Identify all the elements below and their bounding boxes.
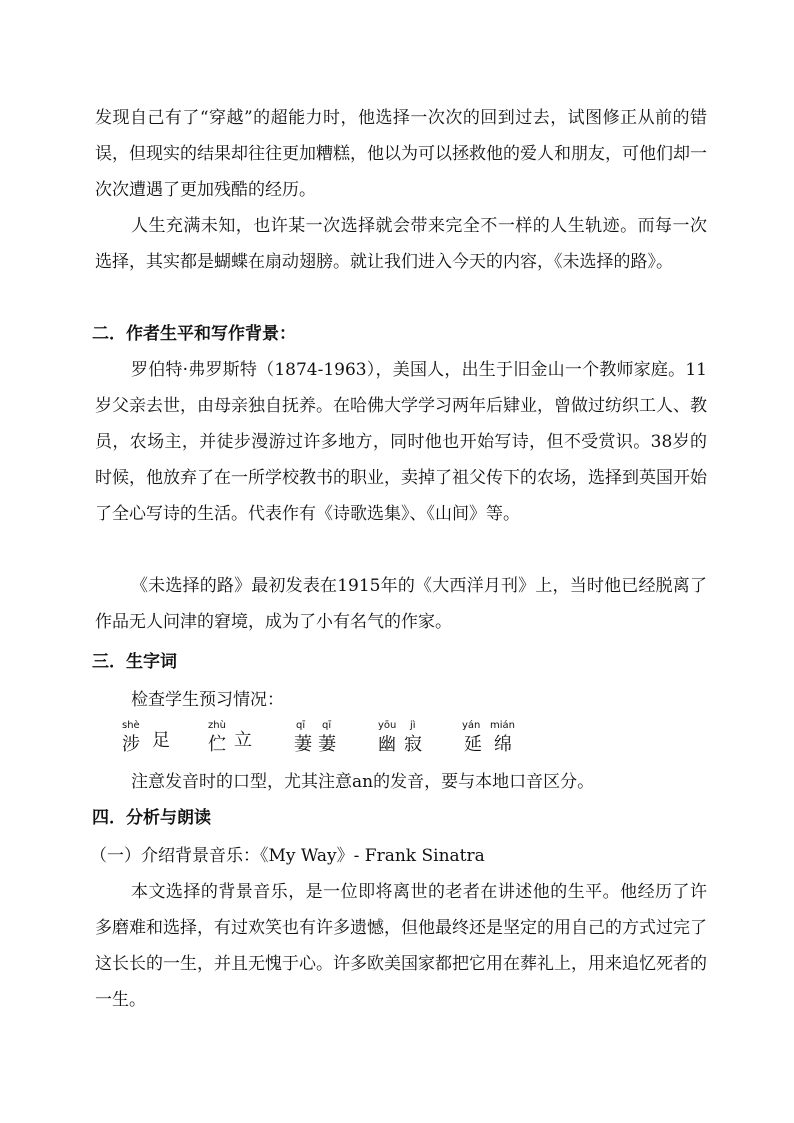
hanzi: 萋 <box>294 734 312 755</box>
section-heading-vocabulary: 三．生字词 <box>92 652 177 672</box>
hanzi: 足 <box>152 730 170 751</box>
pinyin: qī <box>322 720 332 731</box>
pinyin: mián <box>490 720 515 731</box>
pinyin: zhù <box>208 720 226 731</box>
hanzi: 立 <box>234 730 252 751</box>
hanzi: 寂 <box>404 734 422 755</box>
hanzi: 萋 <box>318 734 336 755</box>
hanzi: 绵 <box>494 734 512 755</box>
intro-paragraph-2: 人生充满未知，也许某一次选择就会带来完全不一样的人生轨迹。而每一次选择，其实都是蝴蝶在扇动翅膀。就让我们进入今天的内容，《未选择的路》。 <box>95 216 707 272</box>
pronunciation-note: 注意发音时的口型，尤其注意an的发音，要与本地口音区分。 <box>131 772 595 792</box>
pinyin: qī <box>296 720 306 731</box>
section-heading-author: 二．作者生平和写作背景： <box>92 324 296 344</box>
intro-paragraph-1: 发现自己有了“穿越”的超能力时，他选择一次次的回到过去，试图修正从前的错误，但现实的结果却往往更加糟糕，他以为可以拯救他的爱人和朋友，可他们却一次次遭遇了更加残酷的经历。 <box>95 108 707 200</box>
vocabulary-words-row <box>122 720 622 764</box>
background-music-paragraph: 本文选择的背景音乐，是一位即将离世的老者在讲述他的生平。他经历了许多磨难和选择，有过欢笑也有许多遗憾，但他最终还是坚定的用自己的方式过完了这长长的一生，并且无愧于心。许多欧美国家都把它用在葬礼上，用来追忆死者的一生。 <box>95 882 707 1010</box>
pinyin: yán <box>462 720 481 731</box>
hanzi: 涉 <box>122 734 140 755</box>
hanzi: 幽 <box>378 734 396 755</box>
hanzi: 伫 <box>208 734 226 755</box>
pinyin: shè <box>122 720 140 731</box>
preview-check-line: 检查学生预习情况： <box>131 690 284 710</box>
author-biography-paragraph: 罗伯特·弗罗斯特（1874-1963），美国人，出生于旧金山一个教师家庭。11岁父亲去世，由母亲独自抚养。在哈佛大学学习两年后肄业，曾做过纺织工人、教员，农场主，并徒步漫游过许多地方，同时他也开始写诗，但不受赏识。38岁的时候，他放弃了在一所学校教书的职业，卖掉了祖父传下的农场，选择到英国开始了全心写诗的生活。代表作有《诗歌选集》、《山间》等。 <box>95 360 707 524</box>
pinyin: jì <box>410 720 416 731</box>
hanzi: 延 <box>464 734 482 755</box>
background-music-subheading: （一）介绍背景音乐：《My Way》- Frank Sinatra <box>90 846 485 866</box>
publication-paragraph: 《未选择的路》最初发表在1915年的《大西洋月刊》上，当时他已经脱离了作品无人问津的窘境，成为了小有名气的作家。 <box>95 576 707 632</box>
section-heading-analysis: 四．分析与朗读 <box>92 808 211 828</box>
pinyin: yōu <box>378 720 397 731</box>
